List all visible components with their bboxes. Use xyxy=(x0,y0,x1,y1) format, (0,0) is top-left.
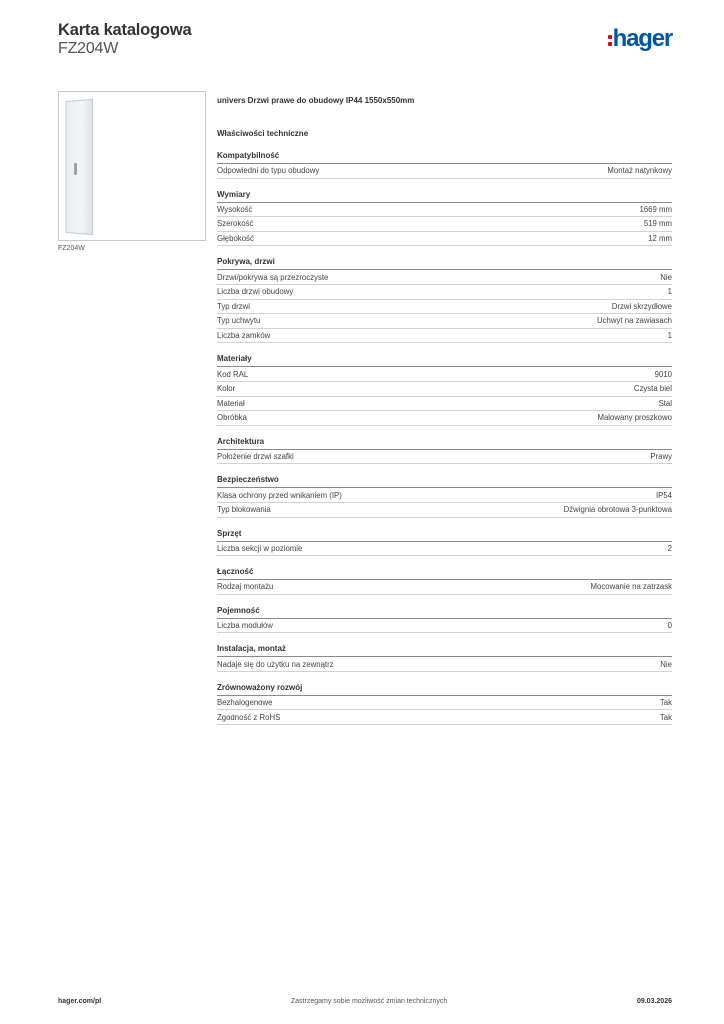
technical-properties-heading: Właściwości techniczne xyxy=(217,129,309,138)
spec-group-title: Pojemność xyxy=(217,606,672,619)
footer-notice: Zastrzegamy sobie możliwość zmian technicznych xyxy=(290,998,448,1005)
spec-label: Kod RAL xyxy=(217,369,249,379)
spec-group-title: Materiały xyxy=(217,354,672,367)
spec-row xyxy=(217,542,672,557)
spec-row xyxy=(217,580,672,595)
spec-label: Typ uchwytu xyxy=(217,316,261,326)
document-title: Karta katalogowa xyxy=(58,21,192,39)
product-image-caption: FZ204W xyxy=(58,245,85,252)
spec-row xyxy=(217,329,672,344)
spec-row xyxy=(217,232,672,247)
spec-row xyxy=(217,696,672,711)
spec-group-title: Pokrywa, drzwi xyxy=(217,257,672,270)
spec-row xyxy=(217,270,672,285)
spec-row xyxy=(217,367,672,382)
spec-row xyxy=(217,411,672,426)
spec-row xyxy=(217,217,672,232)
spec-label: Obróbka xyxy=(217,413,247,423)
spec-group-title: Zrównoważony rozwój xyxy=(217,683,672,696)
spec-label: Głębokość xyxy=(217,234,254,244)
spec-value: 2 xyxy=(667,543,672,553)
spec-group xyxy=(217,683,672,725)
spec-value: 1 xyxy=(667,331,672,341)
spec-label: Liczba modułów xyxy=(217,620,273,630)
spec-label: Odpowiedni do typu obudowy xyxy=(217,166,320,176)
spec-label: Bezhalogenowe xyxy=(217,698,273,708)
spec-group-title: Bezpieczeństwo xyxy=(217,475,672,488)
hager-logo xyxy=(608,27,672,51)
spec-group-title: Kompatybilność xyxy=(217,151,672,164)
spec-value: Stal xyxy=(658,398,672,408)
spec-group-title: Architektura xyxy=(217,437,672,450)
spec-group-title: Wymiary xyxy=(217,190,672,203)
spec-label: Drzwi/pokrywa są przezroczyste xyxy=(217,272,329,282)
spec-row xyxy=(217,382,672,397)
spec-row xyxy=(217,450,672,465)
spec-value: 519 mm xyxy=(643,219,672,229)
spec-label: Typ blokowania xyxy=(217,505,271,515)
spec-value: Prawy xyxy=(650,452,672,462)
spec-value: 9010 xyxy=(654,369,672,379)
spec-value: Dźwignia obrotowa 3-punktowa xyxy=(563,505,672,515)
door-handle-icon xyxy=(74,163,77,175)
product-image xyxy=(58,91,206,241)
spec-value: 1 xyxy=(667,287,672,297)
spec-value: Malowany proszkowo xyxy=(597,413,672,423)
door-panel-icon xyxy=(65,99,93,235)
page-footer xyxy=(58,998,672,1005)
spec-group xyxy=(217,567,672,595)
logo-dots-icon xyxy=(608,35,612,46)
spec-value: Tak xyxy=(659,698,672,708)
spec-label: Nadaje się do użytku na zewnątrz xyxy=(217,659,334,669)
spec-label: Materiał xyxy=(217,398,245,408)
spec-group-title: Instalacja, montaż xyxy=(217,644,672,657)
spec-label: Klasa ochrony przed wnikaniem (IP) xyxy=(217,490,342,500)
spec-row xyxy=(217,164,672,179)
spec-group xyxy=(217,529,672,557)
spec-value: Czysta biel xyxy=(633,384,672,394)
spec-value: 12 mm xyxy=(648,234,672,244)
spec-label: Rodzaj montażu xyxy=(217,582,274,592)
spec-group xyxy=(217,151,672,179)
spec-groups xyxy=(217,151,672,725)
spec-value: IP54 xyxy=(655,490,672,500)
spec-row xyxy=(217,710,672,725)
footer-date: 09.03.2026 xyxy=(636,998,672,1005)
spec-label: Zgodność z RoHS xyxy=(217,712,281,722)
spec-value: 0 xyxy=(667,620,672,630)
spec-group xyxy=(217,475,672,517)
spec-value: 1669 mm xyxy=(639,204,672,214)
logo-text: hager xyxy=(612,25,672,52)
spec-label: Liczba sekcji w poziomie xyxy=(217,543,303,553)
spec-label: Położenie drzwi szafki xyxy=(217,452,294,462)
footer-website-link[interactable]: hager.com/pl xyxy=(58,998,102,1005)
spec-group-title: Sprzęt xyxy=(217,529,672,542)
spec-row xyxy=(217,397,672,412)
spec-group xyxy=(217,437,672,465)
product-description: univers Drzwi prawe do obudowy IP44 1550x550mm xyxy=(217,96,415,105)
spec-value: Uchwyt na zawiasach xyxy=(597,316,672,326)
spec-value: Nie xyxy=(660,659,672,669)
spec-value: Montaż natynkowy xyxy=(607,166,672,176)
spec-label: Liczba zamków xyxy=(217,331,271,341)
spec-row xyxy=(217,285,672,300)
spec-group xyxy=(217,257,672,343)
spec-label: Szerokość xyxy=(217,219,254,229)
spec-group xyxy=(217,354,672,425)
spec-label: Typ drzwi xyxy=(217,301,250,311)
spec-label: Kolor xyxy=(217,384,236,394)
spec-content xyxy=(217,96,672,736)
spec-group xyxy=(217,190,672,247)
spec-value: Mocowanie na zatrzask xyxy=(590,582,672,592)
spec-row xyxy=(217,203,672,218)
spec-value: Drzwi skrzydłowe xyxy=(611,301,672,311)
spec-group-title: Łączność xyxy=(217,567,672,580)
spec-label: Wysokość xyxy=(217,204,253,214)
spec-row xyxy=(217,314,672,329)
spec-group xyxy=(217,644,672,672)
spec-label: Liczba drzwi obudowy xyxy=(217,287,294,297)
spec-value: Tak xyxy=(659,712,672,722)
spec-row xyxy=(217,657,672,672)
spec-value: Nie xyxy=(660,272,672,282)
spec-row xyxy=(217,300,672,315)
spec-row xyxy=(217,619,672,634)
spec-row xyxy=(217,488,672,503)
spec-row xyxy=(217,503,672,518)
product-code: FZ204W xyxy=(58,40,119,57)
spec-group xyxy=(217,606,672,634)
